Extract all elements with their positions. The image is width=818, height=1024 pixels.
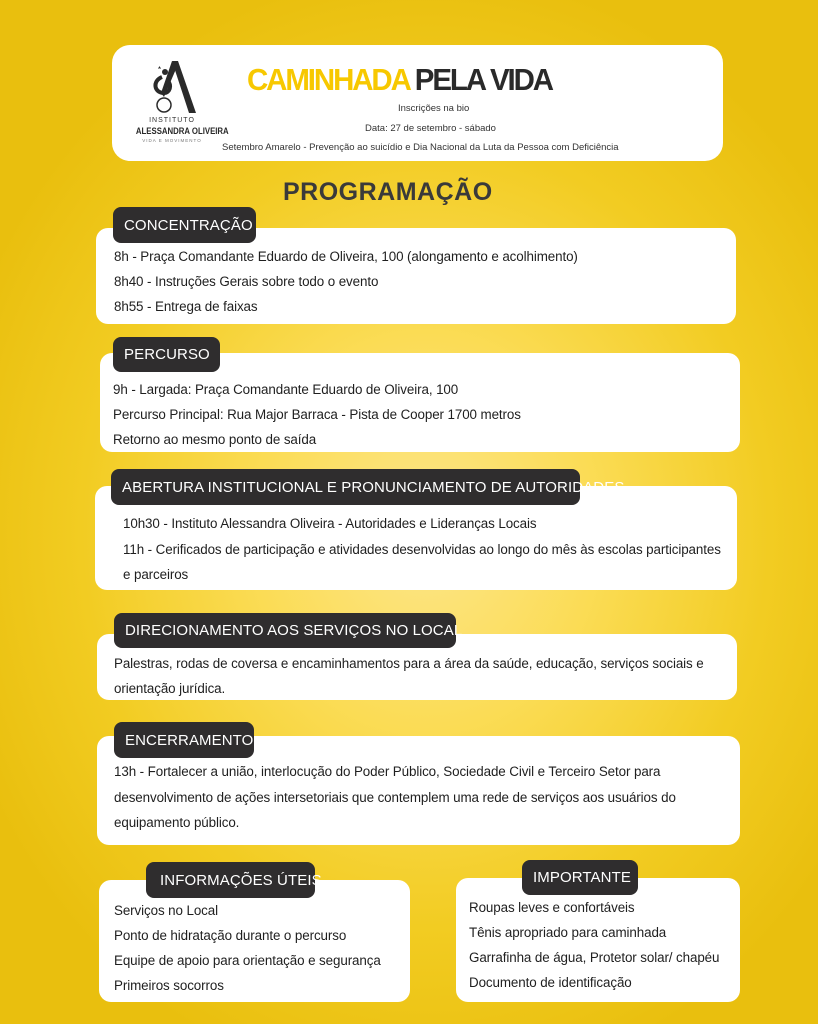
section-label-encerramento: ENCERRAMENTO bbox=[114, 722, 254, 758]
list-item: e parceiros bbox=[123, 567, 189, 582]
list-item: Ponto de hidratação durante o percurso bbox=[114, 928, 347, 943]
logo-name-text: ALESSANDRA OLIVEIRA bbox=[135, 126, 229, 137]
logo-tagline-text: VIDA E MOVIMENTO bbox=[142, 138, 202, 143]
institute-logo bbox=[134, 57, 229, 153]
list-item: 13h - Fortalecer a união, interlocução do Poder Público, Sociedade Civil e Terceiro Setor para bbox=[114, 764, 661, 779]
list-item: 8h - Praça Comandante Eduardo de Oliveira, 100 (alongamento e acolhimento) bbox=[114, 249, 578, 264]
list-item: Primeiros socorros bbox=[114, 978, 224, 993]
section-label-abertura: ABERTURA INSTITUCIONAL E PRONUNCIAMENTO DE AUTORIDADES bbox=[111, 469, 580, 505]
list-item: 10h30 - Instituto Alessandra Oliveira - Autoridades e Lideranças Locais bbox=[123, 516, 537, 531]
list-item: 9h - Largada: Praça Comandante Eduardo de Oliveira, 100 bbox=[113, 382, 459, 397]
list-item: Serviços no Local bbox=[114, 903, 218, 918]
title-part-yellow: CAMINHADA bbox=[247, 62, 409, 97]
list-item: 8h55 - Entrega de faixas bbox=[114, 299, 258, 314]
list-item: equipamento público. bbox=[114, 815, 240, 830]
section-label-informacoes: INFORMAÇÕES ÚTEIS bbox=[146, 862, 315, 898]
header-card bbox=[112, 45, 723, 161]
section-label-importante: IMPORTANTE bbox=[522, 860, 638, 895]
section-label-percurso: PERCURSO bbox=[113, 337, 220, 372]
section-label-direcionamento: DIRECIONAMENTO AOS SERVIÇOS NO LOCAL bbox=[114, 613, 456, 648]
date-text: Data: 27 de setembro - sábado bbox=[365, 123, 496, 134]
list-item: desenvolvimento de ações intersetoriais que contemplem uma rede de serviços aos usuários do bbox=[114, 790, 676, 805]
list-item: Equipe de apoio para orientação e segurança bbox=[114, 953, 381, 968]
section-card-importante bbox=[456, 878, 740, 1002]
programacao-title: PROGRAMAÇÃO bbox=[283, 178, 493, 206]
campaign-text: Setembro Amarelo - Prevenção ao suicídio e Dia Nacional da Luta da Pessoa com Deficiência bbox=[222, 142, 619, 153]
section-card-informacoes bbox=[99, 880, 410, 1002]
section-label-concentracao: CONCENTRAÇÃO bbox=[113, 207, 256, 243]
list-item: 11h - Cerificados de participação e atividades desenvolvidas ao longo do mês às escolas participantes bbox=[123, 542, 721, 557]
logo-mark-icon bbox=[134, 57, 210, 117]
logo-top-text: INSTITUTO bbox=[149, 117, 195, 124]
list-item: 8h40 - Instruções Gerais sobre todo o evento bbox=[114, 274, 379, 289]
event-title bbox=[247, 62, 552, 98]
list-item: Percurso Principal: Rua Major Barraca - Pista de Cooper 1700 metros bbox=[113, 407, 521, 422]
list-item: Roupas leves e confortáveis bbox=[469, 900, 635, 915]
title-part-dark: PELA VIDA bbox=[414, 62, 552, 97]
list-item: orientação jurídica. bbox=[114, 681, 226, 696]
registration-text: Inscrições na bio bbox=[398, 103, 470, 114]
list-item: Garrafinha de água, Protetor solar/ chapéu bbox=[469, 950, 720, 965]
list-item: Retorno ao mesmo ponto de saída bbox=[113, 432, 317, 447]
list-item: Palestras, rodas de coversa e encaminhamentos para a área da saúde, educação, serviços sociais e bbox=[114, 656, 704, 671]
list-item: Documento de identificação bbox=[469, 975, 632, 990]
list-item: Tênis apropriado para caminhada bbox=[469, 925, 667, 940]
